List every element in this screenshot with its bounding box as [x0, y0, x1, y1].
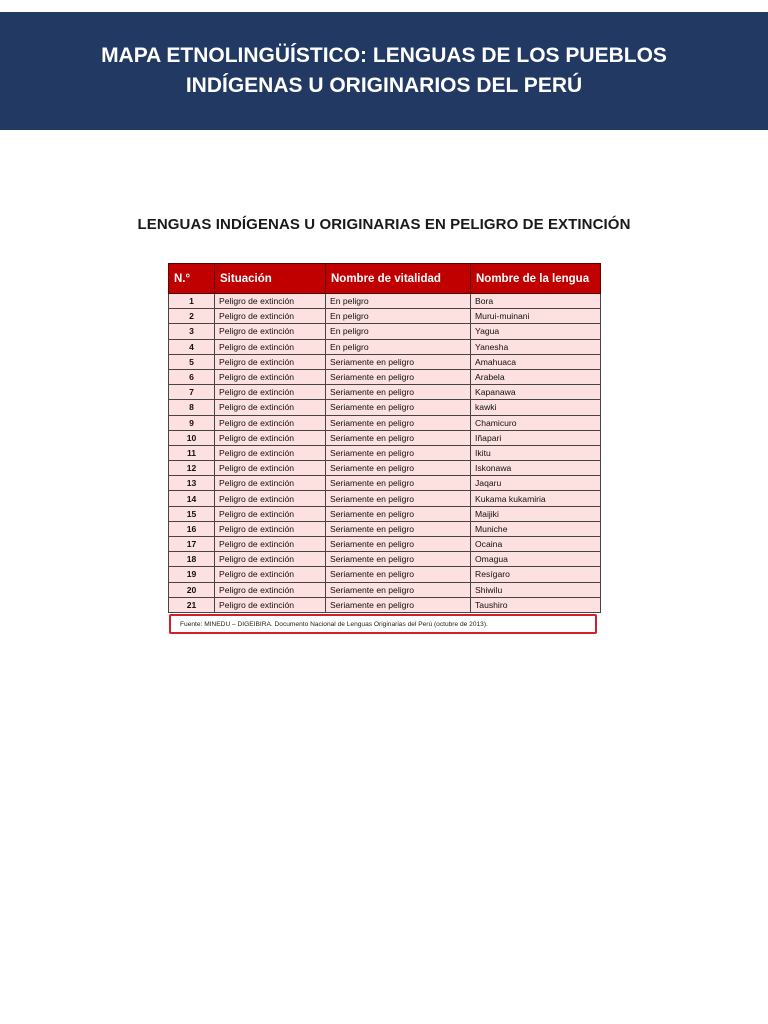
cell-number: 20 [169, 582, 215, 597]
table-row [169, 537, 601, 552]
cell-language: Kapanawa [471, 385, 601, 400]
cell-number: 21 [169, 597, 215, 612]
cell-situation: Peligro de extinción [215, 552, 326, 567]
cell-vitality: Seriamente en peligro [326, 521, 471, 536]
cell-language: Iskonawa [471, 461, 601, 476]
cell-language: Iñapari [471, 430, 601, 445]
cell-situation: Peligro de extinción [215, 597, 326, 612]
cell-situation: Peligro de extinción [215, 445, 326, 460]
cell-number: 7 [169, 385, 215, 400]
table-header-row [169, 264, 601, 294]
cell-situation: Peligro de extinción [215, 294, 326, 309]
source-note [169, 614, 597, 634]
cell-language: Maijiki [471, 506, 601, 521]
cell-number: 3 [169, 324, 215, 339]
table-row [169, 324, 601, 339]
column-header-language: Nombre de la lengua [471, 264, 601, 294]
column-header-situation: Situación [215, 264, 326, 294]
cell-vitality: En peligro [326, 309, 471, 324]
cell-situation: Peligro de extinción [215, 537, 326, 552]
cell-situation: Peligro de extinción [215, 324, 326, 339]
cell-situation: Peligro de extinción [215, 430, 326, 445]
cell-vitality: Seriamente en peligro [326, 400, 471, 415]
cell-number: 15 [169, 506, 215, 521]
cell-situation: Peligro de extinción [215, 369, 326, 384]
cell-vitality: Seriamente en peligro [326, 445, 471, 460]
cell-language: Taushiro [471, 597, 601, 612]
cell-situation: Peligro de extinción [215, 354, 326, 369]
cell-language: Ikitu [471, 445, 601, 460]
cell-vitality: Seriamente en peligro [326, 537, 471, 552]
cell-situation: Peligro de extinción [215, 506, 326, 521]
cell-number: 11 [169, 445, 215, 460]
cell-vitality: Seriamente en peligro [326, 430, 471, 445]
cell-language: Yanesha [471, 339, 601, 354]
section-title: LENGUAS INDÍGENAS U ORIGINARIAS EN PELIGRO DE EXTINCIÓN [137, 216, 631, 233]
cell-situation: Peligro de extinción [215, 461, 326, 476]
cell-language: Ocaina [471, 537, 601, 552]
document-title: MAPA ETNOLINGÜÍSTICO: LENGUAS DE LOS PUEBLOS INDÍGENAS U ORIGINARIOS DEL PERÚ [101, 44, 667, 97]
cell-situation: Peligro de extinción [215, 400, 326, 415]
cell-situation: Peligro de extinción [215, 385, 326, 400]
cell-vitality: En peligro [326, 339, 471, 354]
cell-vitality: Seriamente en peligro [326, 597, 471, 612]
cell-number: 4 [169, 339, 215, 354]
cell-vitality: Seriamente en peligro [326, 491, 471, 506]
cell-vitality: Seriamente en peligro [326, 385, 471, 400]
source-text: Fuente: MINEDU – DIGEIBIRA. Documento Nacional de Lenguas Originarias del Perú (octubre de 2013). [180, 620, 488, 628]
cell-language: Amahuaca [471, 354, 601, 369]
cell-number: 10 [169, 430, 215, 445]
cell-number: 5 [169, 354, 215, 369]
table-row [169, 430, 601, 445]
cell-language: kawki [471, 400, 601, 415]
cell-language: Arabela [471, 369, 601, 384]
cell-situation: Peligro de extinción [215, 491, 326, 506]
table-row [169, 445, 601, 460]
cell-vitality: Seriamente en peligro [326, 476, 471, 491]
cell-number: 16 [169, 521, 215, 536]
cell-number: 19 [169, 567, 215, 582]
cell-number: 12 [169, 461, 215, 476]
cell-language: Muniche [471, 521, 601, 536]
cell-language: Yagua [471, 324, 601, 339]
column-header-number: N.° [169, 264, 215, 294]
table-row [169, 521, 601, 536]
cell-vitality: En peligro [326, 294, 471, 309]
table-row [169, 369, 601, 384]
cell-number: 6 [169, 369, 215, 384]
table-row [169, 506, 601, 521]
cell-number: 17 [169, 537, 215, 552]
cell-language: Resígaro [471, 567, 601, 582]
cell-number: 13 [169, 476, 215, 491]
table-row [169, 354, 601, 369]
table-row [169, 597, 601, 612]
cell-language: Murui-muinani [471, 309, 601, 324]
cell-vitality: Seriamente en peligro [326, 567, 471, 582]
cell-situation: Peligro de extinción [215, 415, 326, 430]
cell-number: 2 [169, 309, 215, 324]
table-row [169, 309, 601, 324]
cell-situation: Peligro de extinción [215, 521, 326, 536]
cell-language: Chamicuro [471, 415, 601, 430]
table-row [169, 582, 601, 597]
cell-vitality: Seriamente en peligro [326, 582, 471, 597]
cell-number: 14 [169, 491, 215, 506]
cell-vitality: Seriamente en peligro [326, 461, 471, 476]
table-row [169, 491, 601, 506]
cell-vitality: En peligro [326, 324, 471, 339]
table-row [169, 339, 601, 354]
table-row [169, 552, 601, 567]
cell-number: 1 [169, 294, 215, 309]
cell-situation: Peligro de extinción [215, 339, 326, 354]
cell-vitality: Seriamente en peligro [326, 369, 471, 384]
cell-language: Shiwilu [471, 582, 601, 597]
document-header [0, 12, 768, 130]
cell-vitality: Seriamente en peligro [326, 415, 471, 430]
cell-language: Bora [471, 294, 601, 309]
cell-language: Jaqaru [471, 476, 601, 491]
cell-number: 18 [169, 552, 215, 567]
languages-table-container [168, 263, 600, 613]
cell-vitality: Seriamente en peligro [326, 506, 471, 521]
cell-situation: Peligro de extinción [215, 309, 326, 324]
languages-table [168, 263, 601, 613]
cell-number: 8 [169, 400, 215, 415]
table-body [169, 294, 601, 613]
cell-situation: Peligro de extinción [215, 476, 326, 491]
cell-language: Omagua [471, 552, 601, 567]
cell-situation: Peligro de extinción [215, 567, 326, 582]
cell-vitality: Seriamente en peligro [326, 552, 471, 567]
cell-vitality: Seriamente en peligro [326, 354, 471, 369]
table-row [169, 476, 601, 491]
table-row [169, 461, 601, 476]
table-row [169, 400, 601, 415]
table-row [169, 415, 601, 430]
cell-number: 9 [169, 415, 215, 430]
column-header-vitality: Nombre de vitalidad [326, 264, 471, 294]
table-row [169, 294, 601, 309]
cell-language: Kukama kukamiria [471, 491, 601, 506]
cell-situation: Peligro de extinción [215, 582, 326, 597]
table-row [169, 385, 601, 400]
table-row [169, 567, 601, 582]
